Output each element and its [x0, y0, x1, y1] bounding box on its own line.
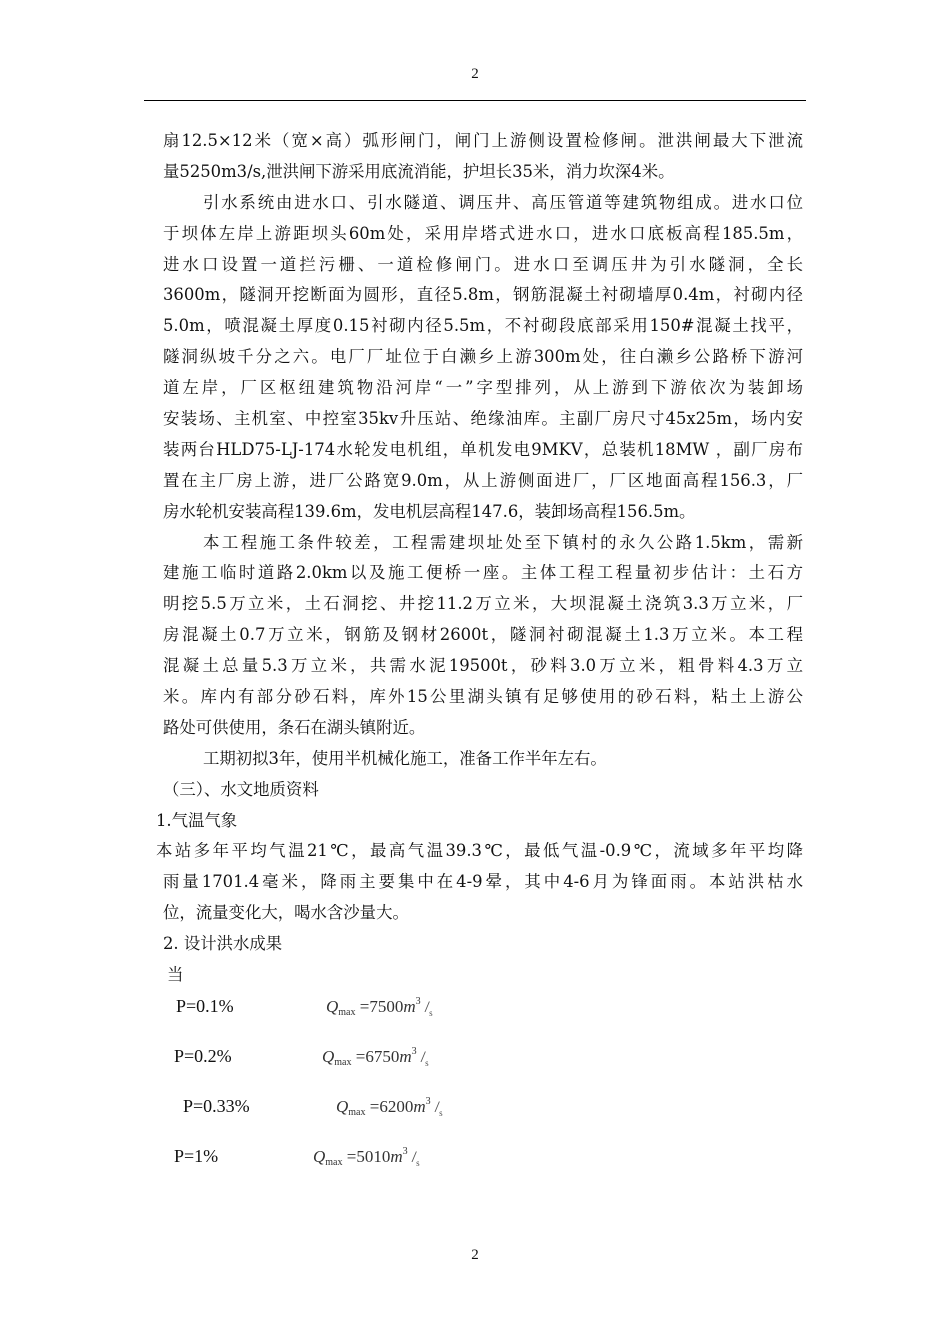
- text-line: 本站多年平均气温21℃，最高气温39.3℃，最低气温-0.9℃，流域多年平均降: [156, 841, 803, 861]
- text-line: 置在主厂房上游，进厂公路宽9.0m，从上游侧面进厂，厂区地面高程156.3，厂: [163, 470, 803, 490]
- text-line: 于坝体左岸上游距坝头60m处，采用岸塔式进水口，进水口底板高程185.5m，: [163, 223, 803, 243]
- section-heading: （三）、水文地质资料: [163, 779, 319, 799]
- text-line: 房水轮机安装高程139.6m，发电机层高程147.6，装卸场高程156.5m。: [163, 501, 696, 521]
- header-rule: [144, 100, 806, 101]
- discharge-formula: $Q_{max} =7500m^3$ $/_s$: [326, 996, 433, 1018]
- footer-page-number: 2: [471, 1247, 479, 1263]
- text-line: 进水口设置一道拦污栅、一道检修闸门。进水口至调压井为引水隧洞，全长: [163, 254, 803, 274]
- subsection-heading: 2. 设计洪水成果: [163, 934, 283, 954]
- text-line: 雨量1701.4毫米，降雨主要集中在4-9晕，其中4-6月为锋面雨。本站洪枯水: [163, 872, 803, 892]
- formula-row: [0, 1096, 950, 1126]
- probability-label: P=0.1%: [176, 996, 234, 1016]
- probability-label: P=0.33%: [183, 1096, 250, 1116]
- text-line: 3600m，隧洞开挖断面为圆形，直径5.8m，钢筋混凝土衬砌墙厚0.4m，衬砌内径: [163, 285, 803, 305]
- text-line: 当: [167, 965, 184, 985]
- text-line: 明挖5.5万立米，土石洞挖、井挖11.2万立米，大坝混凝土浇筑3.3万立米，厂: [163, 594, 803, 614]
- text-line: 装两台HLD75-LJ-174水轮发电机组，单机发电9MKV，总装机18MW ，副厂房布: [163, 439, 803, 459]
- discharge-formula: $Q_{max} =5010m^3$ $/_s$: [313, 1146, 420, 1168]
- subsection-heading: 1.气温气象: [156, 810, 238, 830]
- formula-row: [0, 1146, 950, 1176]
- formula-row: [0, 1046, 950, 1076]
- paragraph-start: 本工程施工条件较差，工程需建坝址处至下镇村的永久公路1.5km，需新: [203, 532, 803, 552]
- text-line: 建施工临时道路2.0km以及施工便桥一座。主体工程工程量初步估计：土石方: [163, 563, 803, 583]
- document-body: [156, 126, 803, 991]
- text-line: 混凝土总量5.3万立米，共需水泥19500t，砂料3.0万立米，粗骨料4.3万立: [163, 656, 803, 676]
- text-line: 隧洞纵坡千分之六。电厂厂址位于白濑乡上游300m处，往白濑乡公路桥下游河: [163, 347, 803, 367]
- text-line: 道左岸，厂区枢纽建筑物沿河岸“一”字型排列，从上游到下游依次为装卸场: [163, 378, 803, 398]
- discharge-formula: $Q_{max} =6750m^3$ $/_s$: [322, 1046, 429, 1068]
- probability-label: P=0.2%: [174, 1046, 232, 1066]
- paragraph-start: 引水系统由进水口、引水隧道、调压井、高压管道等建筑物组成。进水口位: [203, 192, 803, 212]
- text-line: 量5250m3/s,泄洪闸下游采用底流消能，护坦长35米，消力坎深4米。: [163, 161, 675, 181]
- paragraph-start: 工期初拟3年，使用半机械化施工，准备工作半年左右。: [203, 748, 607, 768]
- text-line: 房混凝土0.7万立米，钢筋及钢材2600t，隧洞衬砌混凝土1.3万立米。本工程: [163, 625, 803, 645]
- formula-row: [0, 996, 950, 1026]
- discharge-formula: $Q_{max} =6200m^3$ $/_s$: [336, 1096, 443, 1118]
- text-line: 5.0m，喷混凝土厚度0.15衬砌内径5.5m，不衬砌段底部采用150#混凝土找平，: [163, 316, 803, 336]
- text-line: 扇12.5×12米（宽×高）弧形闸门，闸门上游侧设置检修闸。泄洪闸最大下泄流: [163, 131, 803, 150]
- probability-label: P=1%: [174, 1146, 219, 1166]
- text-line: 米。库内有部分砂石料，库外15公里湖头镇有足够使用的砂石料，粘土上游公: [163, 687, 803, 707]
- text-line: 位，流量变化大，喝水含沙量大。: [163, 903, 409, 923]
- text-line: 安装场、主机室、中控室35kv升压站、绝缘油库。主副厂房尺寸45x25m，场内安: [163, 409, 803, 429]
- text-line: 路处可供使用，条石在湖头镇附近。: [163, 717, 426, 737]
- header-page-number: 2: [471, 66, 479, 82]
